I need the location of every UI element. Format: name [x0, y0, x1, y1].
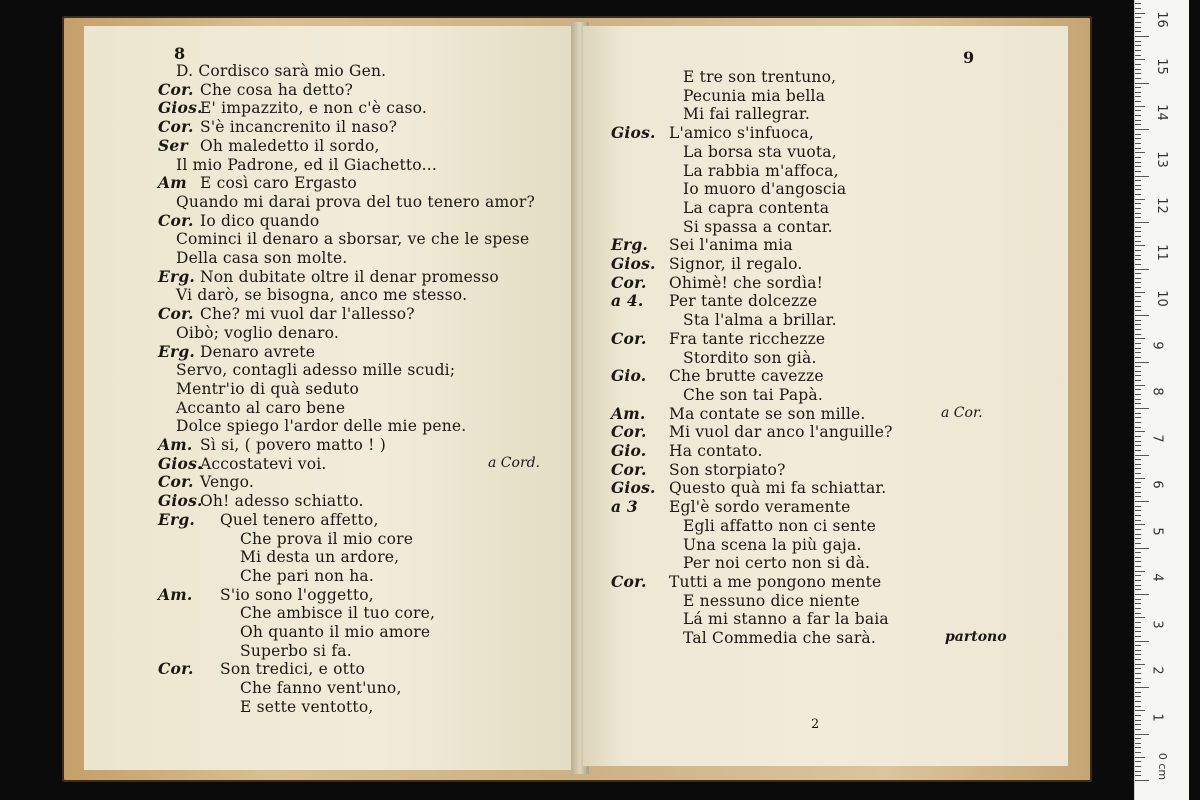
ruler-tick: [1135, 775, 1141, 776]
speaker-label: Erg.: [611, 235, 649, 255]
ruler-tick: [1135, 575, 1141, 576]
ruler-tick: [1135, 36, 1149, 37]
ruler-tick: [1135, 203, 1141, 204]
verse-line: Signor, il regalo.: [669, 255, 803, 273]
ruler-tick: [1135, 417, 1141, 418]
verse-line: Una scena la più gaja.: [683, 535, 862, 554]
ruler-tick: [1135, 673, 1141, 674]
ruler-tick: [1135, 403, 1141, 404]
ruler-tick: [1135, 334, 1141, 335]
verse-line: Cominci il denaro a sborsar, ve che le spese: [176, 230, 530, 249]
ruler-tick: [1135, 706, 1141, 707]
ruler-tick: [1135, 617, 1145, 618]
verse-line: Accanto al caro bene: [176, 398, 346, 417]
ruler-number: 4: [1149, 573, 1165, 582]
verse-line: E così caro Ergasto: [200, 174, 357, 193]
speaker-label: Gios.: [611, 254, 656, 273]
ruler-tick: [1135, 143, 1141, 144]
ruler-tick: [1135, 8, 1141, 9]
ruler-number: 11: [1153, 243, 1169, 261]
speaker-label: Cor.: [611, 571, 647, 591]
ruler-tick: [1135, 231, 1141, 232]
verse-line: Egl'è sordo veramente: [669, 498, 851, 517]
ruler-tick: [1135, 278, 1141, 279]
verse-line: Che? mi vuol dar l'allesso?: [200, 305, 415, 324]
verse-line: Che cosa ha detto?: [200, 80, 354, 99]
ruler-tick: [1135, 320, 1141, 321]
verse-line: Fra tante ricchezze: [669, 329, 826, 348]
ruler-tick: [1135, 120, 1141, 121]
speaker-label: a 4.: [611, 291, 644, 311]
verse-line: Quel tenero affetto,: [220, 510, 379, 529]
verse-line: Non dubitate oltre il denar promesso: [200, 267, 499, 286]
speaker-label: Cor.: [158, 210, 194, 230]
ruler-tick: [1135, 501, 1149, 502]
speaker-label: Erg.: [158, 266, 196, 286]
verse-line: Ma contate se son mille.: [669, 404, 866, 423]
verse-line: Oibò; voglio denaro.: [176, 323, 339, 342]
verse-line: Oh! adesso schiatto.: [200, 492, 364, 511]
ruler-tick: [1135, 552, 1141, 553]
ruler-tick: [1135, 73, 1141, 74]
speaker-label: Cor.: [158, 117, 194, 137]
ruler-tick: [1135, 380, 1141, 381]
verse-line: Ohimè! che sordìa!: [669, 273, 824, 292]
verse-line: Il mio Padrone, ed il Giachetto...: [176, 155, 437, 174]
ruler-tick: [1135, 538, 1141, 539]
ruler-tick: [1135, 273, 1141, 274]
ruler-tick: [1135, 83, 1149, 84]
ruler-tick: [1135, 455, 1149, 456]
speaker-label: Am.: [611, 403, 646, 423]
ruler-tick: [1135, 636, 1141, 637]
verse-line: Che brutte cavezze: [669, 367, 824, 386]
verse-line: Stordito son già.: [683, 348, 817, 367]
ruler-tick: [1135, 227, 1141, 228]
speaker-label: Gios.: [611, 478, 656, 498]
speaker-label: Gio.: [611, 366, 647, 386]
ruler-tick: [1135, 129, 1149, 130]
ruler-tick: [1135, 166, 1141, 167]
ruler-tick: [1135, 13, 1145, 14]
ruler-tick: [1135, 599, 1141, 600]
verse-line: Io muoro d'angoscia: [683, 180, 847, 199]
ruler-tick: [1135, 580, 1141, 581]
verse-line: La borsa sta vuota,: [683, 142, 837, 161]
ruler-tick: [1135, 59, 1145, 60]
ruler-tick: [1135, 747, 1141, 748]
ruler-tick: [1135, 589, 1141, 590]
ruler-tick: [1135, 436, 1141, 437]
speaker-label: Erg.: [158, 509, 196, 529]
ruler-tick: [1135, 622, 1141, 623]
verse-line: Vi darò, se bisogna, anco me stesso.: [176, 286, 468, 305]
speaker-label: Cor.: [158, 659, 194, 679]
ruler-tick: [1135, 627, 1141, 628]
ruler-tick: [1135, 306, 1141, 307]
ruler-tick: [1135, 78, 1141, 79]
ruler-tick: [1135, 743, 1141, 744]
verse-line: L'amico s'infuoca,: [669, 124, 815, 143]
verse-line: Che son tai Papà.: [683, 385, 823, 404]
ruler-tick: [1135, 557, 1141, 558]
verse-line: Pecunia mia bella: [683, 86, 826, 105]
verse-line: Si spassa a contar.: [683, 217, 833, 236]
ruler-tick: [1135, 245, 1145, 246]
verse-line: Oh quanto il mio amore: [240, 623, 431, 641]
ruler-tick: [1135, 41, 1141, 42]
verse-line: Io dico quando: [200, 211, 320, 230]
ruler-tick: [1135, 664, 1145, 665]
ruler-tick: [1135, 710, 1145, 711]
verse-line: E sette ventotto,: [240, 697, 374, 716]
ruler-tick: [1135, 208, 1141, 209]
ruler-tick: [1135, 96, 1141, 97]
ruler-tick: [1135, 682, 1141, 683]
ruler-tick: [1135, 385, 1145, 386]
ruler-tick: [1135, 645, 1141, 646]
ruler-tick: [1135, 566, 1141, 567]
ruler-tick: [1135, 641, 1149, 642]
verse-line: Questo quà mi fa schiattar.: [669, 479, 887, 498]
ruler-tick: [1135, 766, 1141, 767]
ruler-number: 12: [1153, 197, 1169, 214]
verse-line: Sei l'anima mia: [669, 236, 793, 255]
ruler-tick: [1135, 668, 1141, 669]
ruler-tick: [1135, 55, 1141, 56]
speaker-label: Gios.: [611, 123, 656, 143]
ruler-tick: [1135, 548, 1149, 549]
ruler-tick: [1135, 408, 1149, 409]
ruler-tick: [1135, 87, 1141, 88]
speaker-label: a 3: [611, 497, 638, 517]
ruler-tick: [1135, 724, 1141, 725]
ruler-number: 6: [1149, 480, 1165, 489]
ruler-tick: [1135, 287, 1141, 288]
ruler-tick: [1135, 343, 1141, 344]
ruler-tick: [1135, 269, 1149, 270]
ruler-tick: [1135, 375, 1141, 376]
verse-line: Superbo si fa.: [240, 641, 352, 660]
ruler-tick: [1135, 180, 1141, 181]
ruler-number: 1: [1149, 712, 1165, 722]
ruler-tick: [1135, 27, 1141, 28]
ruler-tick: [1135, 31, 1141, 32]
ruler-tick: [1135, 236, 1141, 237]
ruler-tick: [1135, 450, 1141, 451]
stage-direction-note: a Cor.: [941, 404, 983, 421]
ruler-tick: [1135, 468, 1141, 469]
verse-line: La rabbia m'affoca,: [683, 161, 839, 180]
verse-line: Che prova il mio core: [240, 529, 414, 548]
ruler-tick: [1135, 413, 1141, 414]
verse-line: E nessuno dice niente: [683, 591, 860, 610]
ruler-tick: [1135, 464, 1141, 465]
ruler-tick: [1135, 371, 1141, 372]
ruler-tick: [1135, 459, 1141, 460]
verse-line: Che fanno vent'uno,: [240, 679, 402, 698]
verse-line: Lá mi stanno a far la baia: [683, 610, 889, 629]
verse-line: S'io sono l'oggetto,: [220, 585, 374, 604]
verse-line: Mi desta un ardore,: [240, 548, 400, 567]
ruler-tick: [1135, 738, 1141, 739]
verse-line: Son storpiato?: [669, 460, 786, 479]
ruler-tick: [1135, 561, 1141, 562]
ruler-tick: [1135, 50, 1141, 51]
ruler-tick: [1135, 282, 1141, 283]
ruler-tick: [1135, 101, 1141, 102]
verse-line: Quando mi darai prova del tuo tenero amor?: [176, 192, 536, 211]
left-page: [84, 26, 577, 770]
ruler-tick: [1135, 324, 1141, 325]
ruler-tick: [1135, 529, 1141, 530]
ruler-tick: [1135, 482, 1141, 483]
verse-line: Ha contato.: [669, 442, 763, 460]
ruler-tick: [1135, 352, 1141, 353]
verse-line: Che ambisce il tuo core,: [240, 604, 436, 623]
right-page: [583, 26, 1068, 766]
page-number-right: 9: [963, 48, 975, 67]
ruler-tick: [1135, 329, 1141, 330]
ruler-tick: [1135, 222, 1149, 223]
ruler-tick: [1135, 720, 1141, 721]
verse-line: Mi vuol dar anco l'anguille?: [669, 423, 893, 442]
ruler-tick: [1135, 678, 1141, 679]
ruler-tick: [1135, 780, 1149, 781]
ruler-tick: [1135, 255, 1141, 256]
ruler-tick: [1135, 348, 1141, 349]
ruler-tick: [1135, 761, 1141, 762]
verse-line: D. Cordisco sarà mio Gen.: [176, 62, 387, 80]
ruler-number: 9: [1149, 340, 1165, 350]
speaker-label: Cor.: [158, 472, 194, 492]
ruler-tick: [1135, 752, 1141, 753]
ruler-tick: [1135, 171, 1141, 172]
ruler-number: 13: [1153, 150, 1169, 168]
ruler-tick: [1135, 478, 1145, 479]
speaker-label: Am.: [158, 435, 193, 454]
page-number-left: 8: [174, 44, 186, 63]
ruler-number: 14: [1153, 104, 1169, 121]
ruler-tick: [1135, 162, 1141, 163]
measuring-ruler: [1134, 0, 1189, 800]
ruler-tick: [1135, 357, 1141, 358]
verse-line: S'è incancrenito il naso?: [200, 118, 398, 137]
ruler-tick: [1135, 148, 1141, 149]
ruler-tick: [1135, 394, 1141, 395]
speaker-label: Gios.: [158, 98, 203, 118]
ruler-tick: [1135, 110, 1141, 111]
ruler-number: 3: [1149, 619, 1165, 629]
ruler-tick: [1135, 431, 1145, 432]
ruler-tick: [1135, 654, 1141, 655]
ruler-tick: [1135, 315, 1149, 316]
ruler-tick: [1135, 213, 1141, 214]
ruler-number: 8: [1149, 387, 1165, 396]
speaker-label: Am: [158, 173, 187, 193]
ruler-tick: [1135, 115, 1141, 116]
ruler-tick: [1135, 338, 1145, 339]
ruler-number: 7: [1149, 433, 1165, 443]
verse-line: Servo, contagli adesso mille scudi;: [176, 361, 456, 380]
ruler-tick: [1135, 45, 1141, 46]
ruler-tick: [1135, 696, 1141, 697]
ruler-tick: [1135, 631, 1141, 632]
ruler-tick: [1135, 22, 1141, 23]
ruler-tick: [1135, 515, 1141, 516]
exit-stage-direction: partono: [945, 629, 1007, 645]
ruler-tick: [1135, 389, 1141, 390]
ruler-tick: [1135, 296, 1141, 297]
ruler-unit-label: 0 cm: [1156, 752, 1170, 781]
ruler-tick: [1135, 473, 1141, 474]
ruler-tick: [1135, 659, 1141, 660]
speaker-label: Ser: [158, 135, 188, 155]
ruler-tick: [1135, 199, 1145, 200]
ruler-tick: [1135, 510, 1141, 511]
verse-line: Per tante dolcezze: [669, 292, 818, 311]
ruler-tick: [1135, 362, 1149, 363]
verse-line: E tre son trentuno,: [683, 68, 837, 86]
speaker-label: Cor.: [158, 304, 194, 324]
ruler-tick: [1135, 152, 1145, 153]
ruler-number: 10: [1153, 290, 1169, 307]
speaker-label: Am.: [158, 584, 193, 604]
speaker-label: Cor.: [611, 328, 647, 348]
ruler-tick: [1135, 106, 1145, 107]
verse-line: Della casa son molte.: [176, 249, 348, 267]
ruler-tick: [1135, 687, 1149, 688]
ruler-tick: [1135, 715, 1141, 716]
verse-line: Per noi certo non si dà.: [683, 554, 871, 573]
ruler-tick: [1135, 441, 1141, 442]
ruler-tick: [1135, 250, 1141, 251]
ruler-tick: [1135, 241, 1141, 242]
ruler-tick: [1135, 692, 1141, 693]
verse-line: Egli affatto non ci sente: [683, 516, 877, 535]
ruler-number: 2: [1149, 666, 1165, 675]
speaker-label: Gios.: [158, 491, 203, 511]
speaker-label: Erg.: [158, 341, 196, 361]
ruler-tick: [1135, 259, 1141, 260]
ruler-tick: [1135, 427, 1141, 428]
ruler-tick: [1135, 492, 1141, 493]
speaker-label: Cor.: [611, 459, 647, 479]
ruler-tick: [1135, 138, 1141, 139]
ruler-number: 15: [1153, 57, 1169, 75]
verse-line: E' impazzito, e non c'è caso.: [200, 99, 428, 118]
ruler-tick: [1135, 301, 1141, 302]
speaker-label: Gio.: [611, 441, 647, 460]
verse-line: Sta l'alma a brillar.: [683, 311, 837, 330]
ruler-tick: [1135, 757, 1145, 758]
ruler-tick: [1135, 650, 1141, 651]
verse-line: Dolce spiego l'ardor delle mie pene.: [176, 417, 467, 436]
ruler-tick: [1135, 64, 1141, 65]
speaker-label: Cor.: [611, 272, 647, 292]
verse-line: Mentr'io di quà seduto: [176, 379, 360, 398]
ruler-tick: [1135, 157, 1141, 158]
stage-direction-note: a Cord.: [488, 454, 541, 471]
ruler-tick: [1135, 124, 1141, 125]
ruler-tick: [1135, 217, 1141, 218]
ruler-tick: [1135, 585, 1141, 586]
ruler-tick: [1135, 17, 1141, 18]
ruler-tick: [1135, 543, 1141, 544]
ruler-tick: [1135, 496, 1141, 497]
ruler-number: 5: [1149, 526, 1165, 536]
ruler-tick: [1135, 701, 1141, 702]
verse-line: Vengo.: [200, 473, 255, 492]
ruler-tick: [1135, 194, 1141, 195]
ruler-tick: [1135, 422, 1141, 423]
verse-line: La capra contenta: [683, 198, 830, 217]
verse-line: Son tredici, e otto: [220, 660, 366, 679]
ruler-tick: [1135, 69, 1141, 70]
speaker-label: Cor.: [611, 422, 647, 442]
verse-line: Accostatevi voi.: [200, 454, 327, 473]
ruler-tick: [1135, 3, 1141, 4]
ruler-tick: [1135, 613, 1141, 614]
ruler-tick: [1135, 734, 1149, 735]
verse-line: Tutti a me pongono mente: [669, 572, 882, 591]
ruler-tick: [1135, 189, 1141, 190]
ruler-tick: [1135, 571, 1145, 572]
speaker-label: Gios.: [158, 453, 203, 473]
ruler-tick: [1135, 506, 1141, 507]
ruler-tick: [1135, 310, 1141, 311]
ruler-tick: [1135, 445, 1141, 446]
ruler-tick: [1135, 729, 1141, 730]
verse-line: Mi fai rallegrar.: [683, 105, 810, 124]
ruler-tick: [1135, 608, 1141, 609]
ruler-tick: [1135, 366, 1141, 367]
ruler-tick: [1135, 92, 1141, 93]
ruler-tick: [1135, 603, 1141, 604]
ruler-tick: [1135, 771, 1141, 772]
verse-line: Tal Commedia che sarà.: [683, 629, 877, 647]
ruler-tick: [1135, 292, 1145, 293]
ruler-tick: [1135, 487, 1141, 488]
verse-line: Sì si, ( povero matto ! ): [200, 436, 386, 454]
printer-signature-mark: 2: [811, 717, 820, 732]
ruler-tick: [1135, 185, 1141, 186]
ruler-tick: [1135, 520, 1141, 521]
ruler-tick: [1135, 534, 1141, 535]
verse-line: Che pari non ha.: [240, 566, 374, 585]
ruler-tick: [1135, 399, 1141, 400]
ruler-tick: [1135, 176, 1149, 177]
ruler-tick: [1135, 594, 1149, 595]
ruler-tick: [1135, 264, 1141, 265]
verse-line: Denaro avrete: [200, 342, 316, 361]
ruler-tick: [1135, 524, 1145, 525]
ruler-number: 16: [1153, 11, 1169, 28]
ruler-tick: [1135, 134, 1141, 135]
speaker-label: Cor.: [158, 79, 194, 99]
verse-line: Oh maledetto il sordo,: [200, 136, 380, 155]
